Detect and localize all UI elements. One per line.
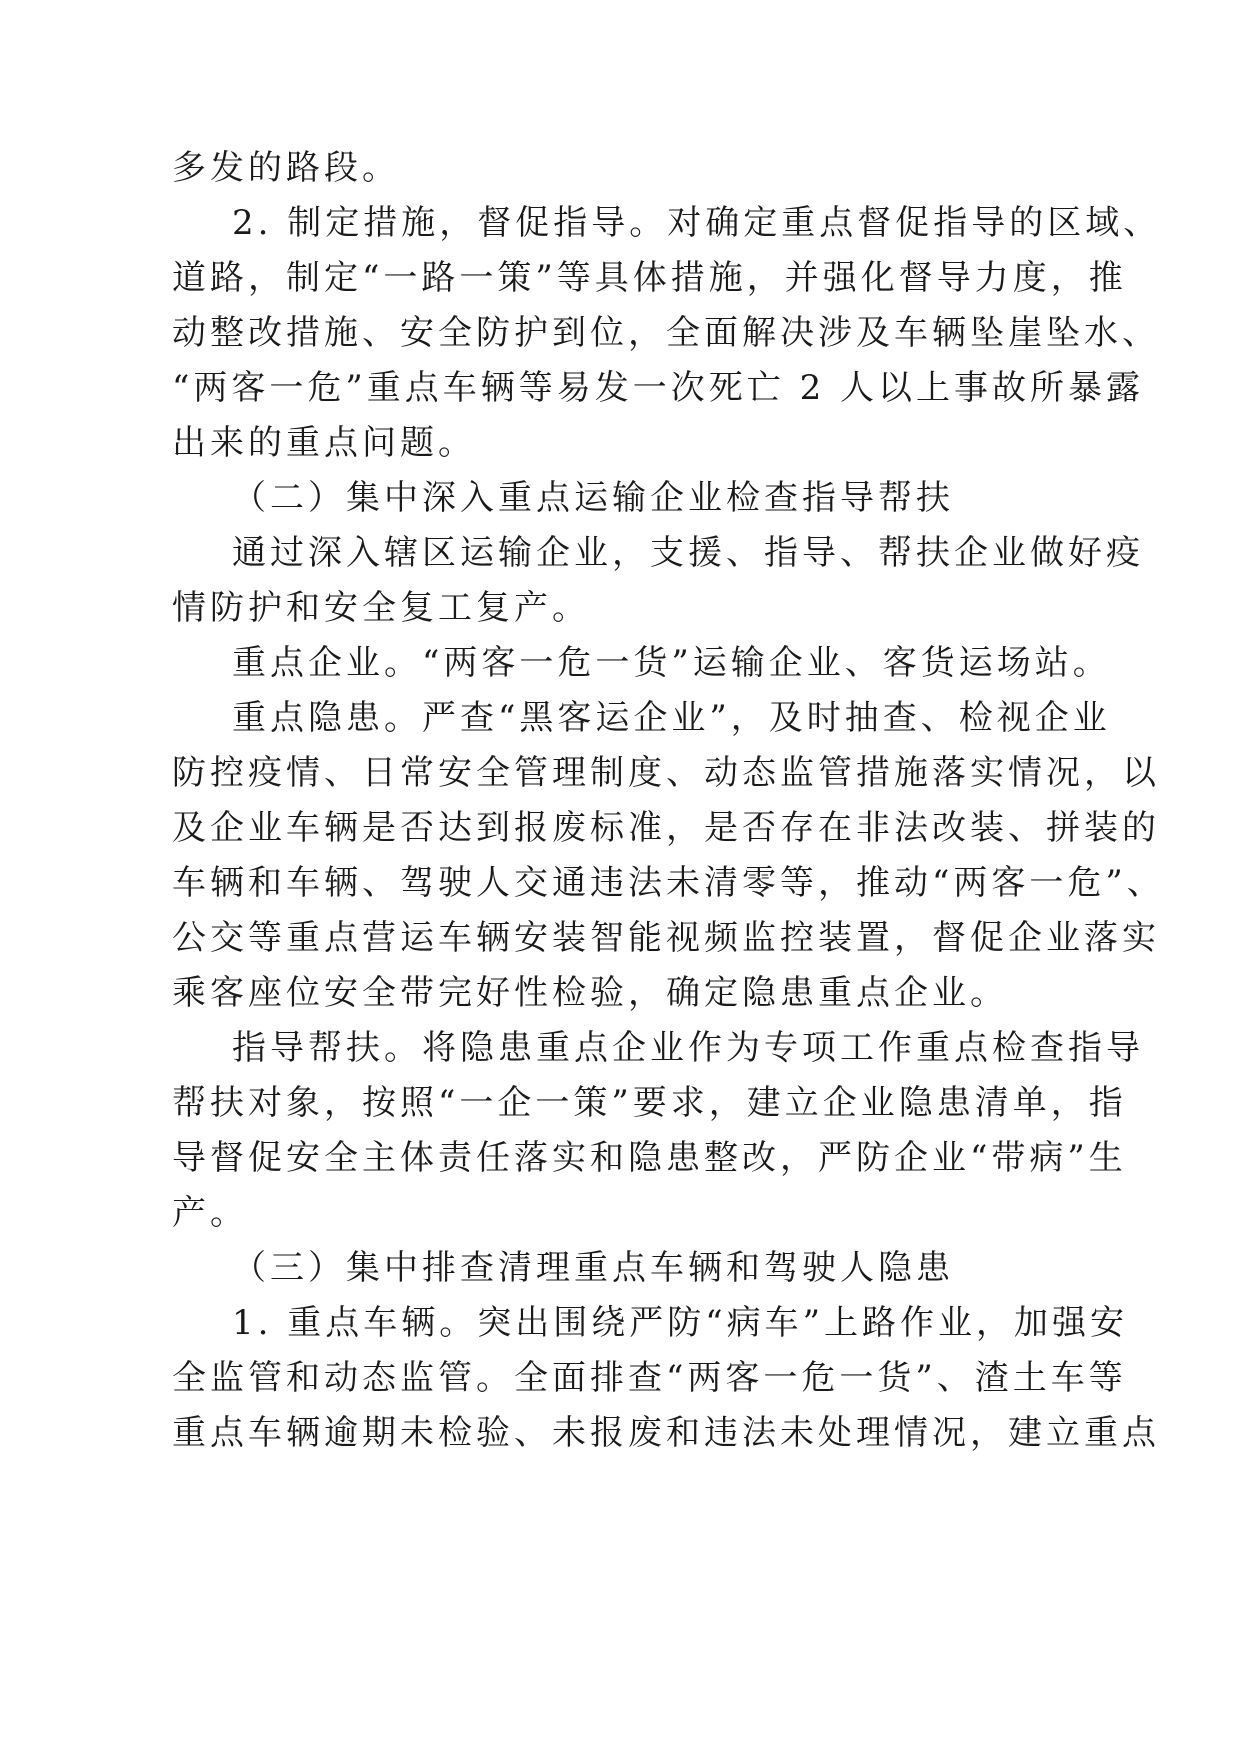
- paragraph-text: 重点隐患。严查“黑客运企业”，及时抽查、检视企业: [232, 698, 1111, 738]
- body-text-line: 防控疫情、日常安全管理制度、动态监管措施落实情况，以: [172, 753, 1160, 793]
- body-text-line: 重点车辆逾期未检验、未报废和违法未处理情况，建立重点: [172, 1413, 1160, 1453]
- body-text-line: 情防护和安全复工复产。: [172, 588, 590, 628]
- paragraph-text: 指导帮扶。将隐患重点企业作为专项工作重点检查指导: [232, 1028, 1144, 1068]
- body-text-line: 出来的重点问题。: [172, 423, 476, 463]
- numbered-item-text: 1. 重点车辆。突出围绕严防“病车”上路作业，加强安: [232, 1303, 1129, 1343]
- section-heading: （二）集中深入重点运输企业检查指导帮扶: [232, 478, 954, 518]
- paragraph-text: 通过深入辖区运输企业，支援、指导、帮扶企业做好疫: [232, 533, 1144, 573]
- body-text-line: 产。: [172, 1193, 248, 1233]
- paragraph-text: 重点企业。“两客一危一货”运输企业、客货运场站。: [232, 643, 1111, 683]
- body-text-line: 车辆和车辆、驾驶人交通违法未清零等，推动“两客一危”、: [172, 863, 1165, 903]
- body-text-line: 公交等重点营运车辆安装智能视频监控装置，督促企业落实: [172, 918, 1160, 958]
- body-text-line: 动整改措施、安全防护到位，全面解决涉及车辆坠崖坠水、: [172, 313, 1160, 353]
- body-text-line: 全监管和动态监管。全面排查“两客一危一货”、渣土车等: [172, 1358, 1127, 1398]
- body-text-line: 乘客座位安全带完好性检验，确定隐患重点企业。: [172, 973, 1008, 1013]
- body-text-line: 导督促安全主体责任落实和隐患整改，严防企业“带病”生: [172, 1138, 1127, 1178]
- body-text-line: 帮扶对象，按照“一企一策”要求，建立企业隐患清单，指: [172, 1083, 1127, 1123]
- body-text-line: 多发的路段。: [172, 148, 400, 188]
- section-heading: （三）集中排查清理重点车辆和驾驶人隐患: [232, 1248, 954, 1288]
- body-text-line: 及企业车辆是否达到报废标准，是否存在非法改装、拼装的: [172, 808, 1160, 848]
- numbered-item-text: 2. 制定措施，督促指导。对确定重点督促指导的区域、: [232, 203, 1162, 243]
- body-text-line: 道路，制定“一路一策”等具体措施，并强化督导力度，推: [172, 258, 1127, 298]
- body-text-line: “两客一危”重点车辆等易发一次死亡 2 人以上事故所暴露: [172, 368, 1145, 408]
